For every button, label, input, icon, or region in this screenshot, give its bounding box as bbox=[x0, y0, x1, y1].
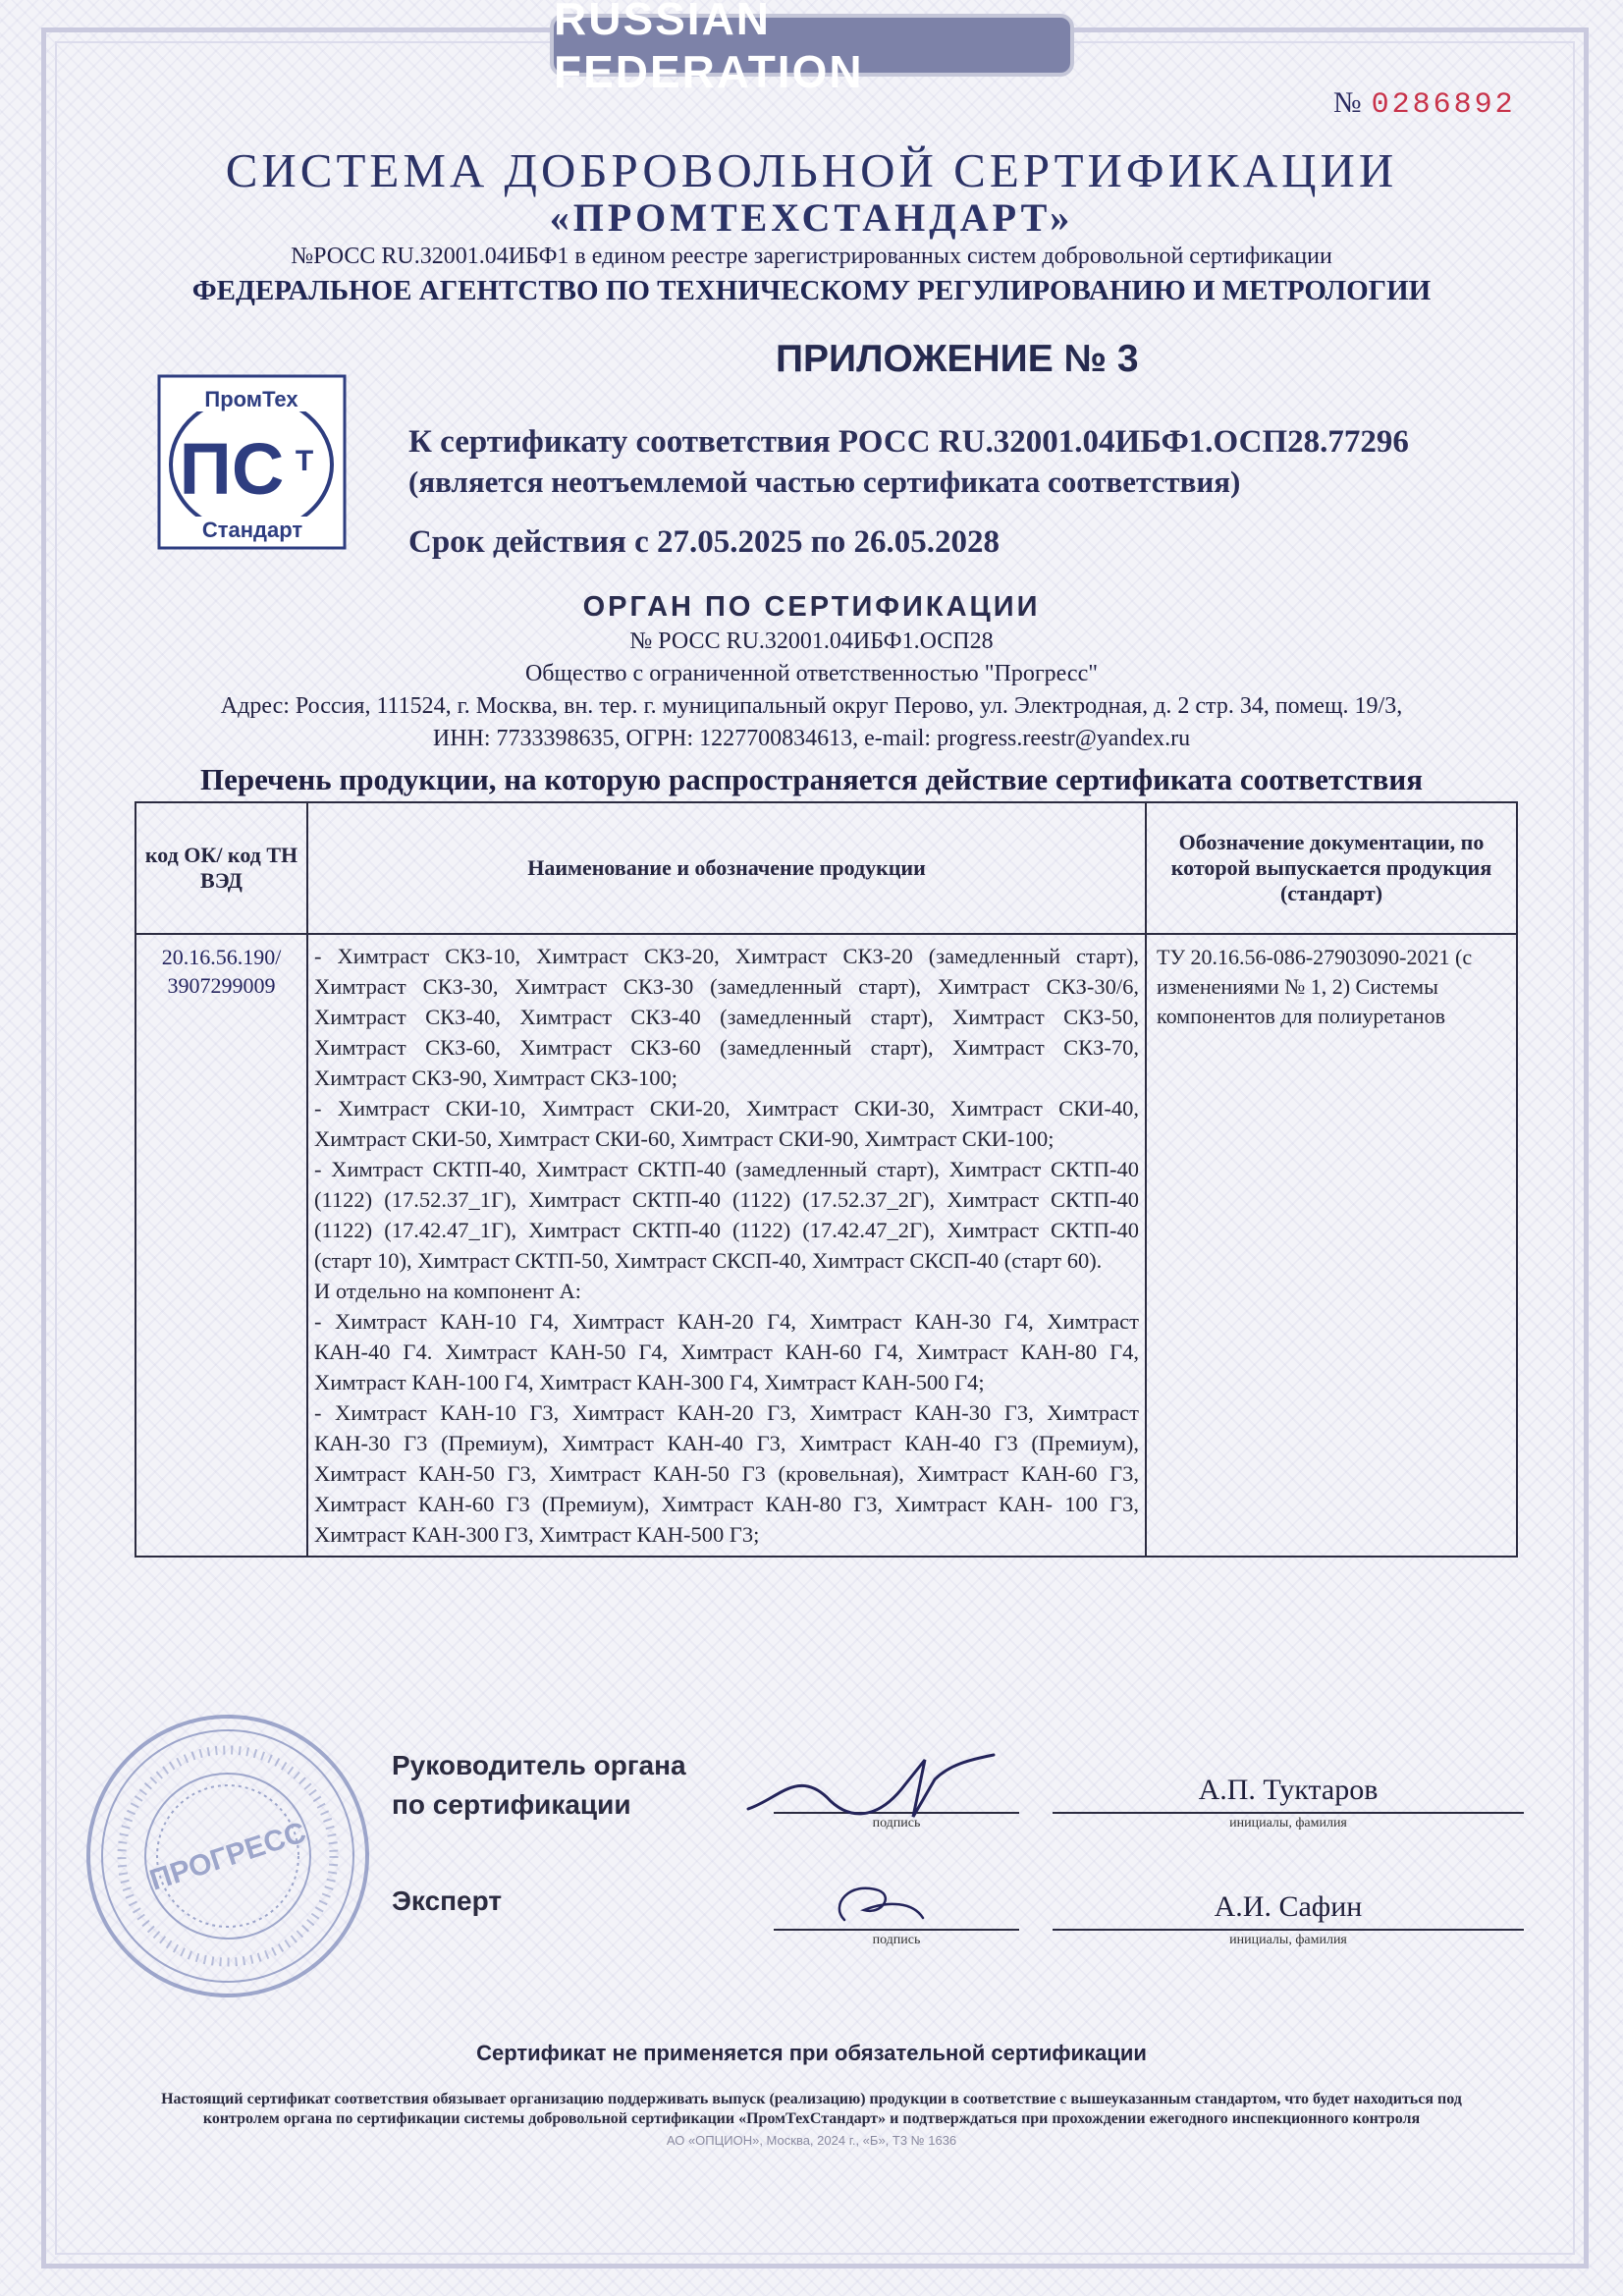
printer-imprint: АО «ОПЦИОН», Москва, 2024 г., «Б», Т3 № 1636 bbox=[666, 2133, 957, 2148]
table-row bbox=[135, 934, 1517, 1557]
header-standard: Обозначение документации, по которой выпускается продукция (стандарт) bbox=[1146, 802, 1517, 934]
certificate-reference: К сертификату соответствия РОСС RU.32001.04ИБФ1.ОСП28.77296 bbox=[408, 424, 1409, 460]
logo-bottom-text: Стандарт bbox=[201, 518, 303, 542]
product-table bbox=[135, 801, 1518, 1558]
annex-title: ПРИЛОЖЕНИЕ № 3 bbox=[776, 338, 1139, 380]
product-paragraph: И отдельно на компонент А: bbox=[314, 1279, 582, 1303]
expert-name-line bbox=[1053, 1929, 1524, 1931]
product-paragraph: - Химтраст СКИ-10, Химтраст СКИ-20, Химтраст СКИ-30, Химтраст СКИ-40, Химтраст СКИ-50, Химтраст СКИ-60, Химтраст СКИ-90, Химтраст СКИ-100; bbox=[314, 1096, 1139, 1151]
expert-name-caption: инициалы, фамилия bbox=[1229, 1933, 1347, 1947]
head-signature bbox=[738, 1730, 1033, 1848]
product-paragraph: - Химтраст КАН-10 Г4, Химтраст КАН-20 Г4, Химтраст КАН-30 Г4, Химтраст КАН-40 Г4. Химтраст КАН-50 Г4, Химтраст КАН-60 Г4, Химтраст КАН-80 Г4, Химтраст КАН-100 Г4, Химтраст КАН-300 Г4, Химтраст КАН-500 Г4; bbox=[314, 1309, 1139, 1394]
organ-number: № РОСС RU.32001.04ИБФ1.ОСП28 bbox=[629, 629, 994, 654]
system-name: «ПРОМТЕХСТАНДАРТ» bbox=[549, 195, 1074, 240]
stamp-center-text: ПРОГРЕСС bbox=[145, 1816, 310, 1897]
organ-stamp bbox=[82, 1711, 373, 2001]
serial-number bbox=[1333, 86, 1516, 122]
product-list-title: Перечень продукции, на которую распространяется действие сертификата соответствия bbox=[200, 762, 1423, 796]
registry-line: №РОСС RU.32001.04ИБФ1 в едином реестре зарегистрированных систем добровольной сертификации bbox=[291, 244, 1332, 269]
head-name-line bbox=[1053, 1812, 1524, 1814]
header-code: код ОК/ код ТН ВЭД bbox=[135, 802, 307, 934]
validity-period: Срок действия с 27.05.2025 по 26.05.2028 bbox=[408, 524, 1001, 560]
expert-signature-caption: подпись bbox=[872, 1933, 921, 1947]
head-label-line2: по сертификации bbox=[392, 1789, 631, 1820]
product-paragraph: - Химтраст СКТП-40, Химтраст СКТП-40 (замедленный старт), Химтраст СКТП-40 (1122) (17.52.37_1Г), Химтраст СКТП-40 (1122) (17.52.37_2Г), Химтраст СКТП-40 (1122) (17.42.47_1Г), Химтраст СКТП-40 (1122) (17.42.47_2Г), Химтраст СКТП-40 (старт 10), Химтраст СКТП-50, Химтраст СКСП-40, Химтраст СКСП-40 (старт 60). bbox=[314, 1157, 1139, 1273]
product-paragraph: - Химтраст КАН-10 Г3, Химтраст КАН-20 Г3, Химтраст КАН-30 Г3, Химтраст КАН-30 Г3 (Премиум), Химтраст КАН-40 Г3, Химтраст КАН-40 Г3 (Премиум), Химтраст КАН-50 Г3, Химтраст КАН-50 Г3 (кровельная), Химтраст КАН-60 Г3, Химтраст КАН-60 Г3 (Премиум), Химтраст КАН-80 Г3, Химтраст КАН- 100 Г3, Химтраст КАН-300 Г3, Химтраст КАН-500 Г3; bbox=[314, 1400, 1139, 1547]
product-standard: ТУ 20.16.56-086-27903090-2021 (с изменениями № 1, 2) Системы компонентов для полиуретанов bbox=[1146, 934, 1517, 1557]
head-label-line1: Руководитель органа bbox=[392, 1750, 686, 1780]
system-title: СИСТЕМА ДОБРОВОЛЬНОЙ СЕРТИФИКАЦИИ bbox=[225, 143, 1398, 197]
header-product: Наименование и обозначение продукции bbox=[307, 802, 1146, 934]
expert-name: А.И. Сафин bbox=[1214, 1890, 1363, 1923]
certificate-note: (является неотъемлемой частью сертификата соответствия) bbox=[408, 465, 1241, 499]
head-name-caption: инициалы, фамилия bbox=[1229, 1816, 1347, 1831]
obligation-text: Настоящий сертификат соответствия обязывает организацию поддерживать выпуск (реализацию) продукции в соответствие с вышеуказанным стандартом, что будет находиться под контролем органа по сертификации системы добровольной сертификации «ПромТехСтандарт» и подтверждаться при прохождении ежегодного инспекционного контроля bbox=[161, 2091, 1462, 2127]
head-signature-caption: подпись bbox=[872, 1816, 921, 1831]
logo-top-text: ПромТех bbox=[204, 387, 298, 411]
mandatory-notice: Сертификат не применяется при обязательной сертификации bbox=[476, 2041, 1147, 2065]
product-paragraph: - Химтраст СКЗ-10, Химтраст СКЗ-20, Химтраст СКЗ-20 (замедленный старт), Химтраст СКЗ-30, Химтраст СКЗ-30 (замедленный старт), Химтраст СКЗ-30/6, Химтраст СКЗ-40, Химтраст СКЗ-40 (замедленный старт), Химтраст СКЗ-50, Химтраст СКЗ-60, Химтраст СКЗ-60 (замедленный старт), Химтраст СКЗ-70, Химтраст СКЗ-90, Химтраст СКЗ-100; bbox=[314, 944, 1139, 1090]
serial-value: 0286892 bbox=[1371, 88, 1516, 122]
organ-name: Общество с ограниченной ответственностью "Прогресс" bbox=[524, 661, 1099, 686]
logo-letters: ПС bbox=[179, 428, 285, 510]
organ-ids: ИНН: 7733398635, ОГРН: 1227700834613, e-mail: progress.reestr@yandex.ru bbox=[432, 726, 1191, 751]
logo-small-letter: Т bbox=[295, 445, 314, 477]
agency-title: ФЕДЕРАЛЬНОЕ АГЕНТСТВО ПО ТЕХНИЧЕСКОМУ РЕГУЛИРОВАНИЮ И МЕТРОЛОГИИ bbox=[191, 275, 1432, 306]
serial-prefix: № bbox=[1333, 86, 1362, 119]
promtekhstandart-logo bbox=[157, 374, 347, 550]
head-name: А.П. Туктаров bbox=[1198, 1774, 1379, 1806]
table-header-row bbox=[135, 802, 1517, 934]
country-banner: RUSSIAN FEDERATION bbox=[550, 14, 1074, 77]
expert-label: Эксперт bbox=[392, 1886, 503, 1916]
organ-title: ОРГАН ПО СЕРТИФИКАЦИИ bbox=[582, 591, 1041, 623]
product-code: 20.16.56.190/ 3907299009 bbox=[135, 934, 307, 1557]
organ-address: Адрес: Россия, 111524, г. Москва, вн. тер. г. муниципальный округ Перово, ул. Электродная, д. 2 стр. 34, помещ. 19/3, bbox=[220, 693, 1403, 719]
product-names bbox=[307, 934, 1146, 1557]
expert-signature bbox=[805, 1861, 962, 1940]
